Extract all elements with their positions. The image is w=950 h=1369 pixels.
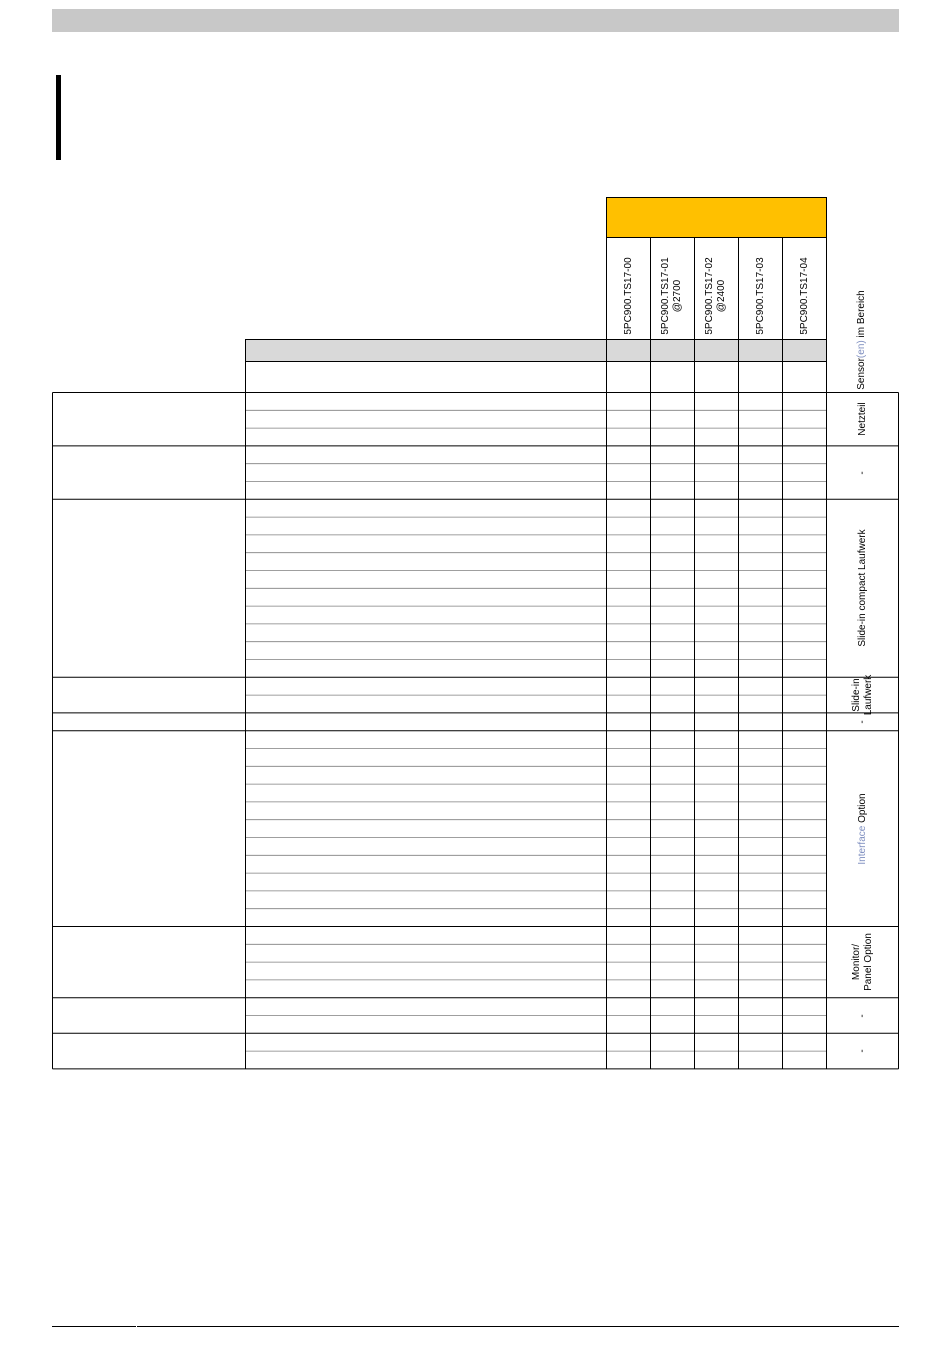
group-range-label-line: -	[856, 470, 868, 475]
group-range-label-line: Netzteil	[856, 402, 868, 436]
group-range-label-line: -	[856, 1049, 868, 1053]
model-column-header	[799, 236, 811, 356]
footer-rule-left	[52, 1326, 136, 1327]
model-name: 5PC900.TS17-01	[659, 257, 671, 335]
model-column-header	[660, 236, 686, 356]
model-column-header	[623, 236, 635, 356]
model-column-header	[704, 236, 730, 356]
product-group-header	[607, 198, 827, 238]
gray-header-row	[246, 340, 827, 362]
footer-rule	[137, 1326, 899, 1327]
group-range-label-line: Slide-in compact Laufwerk	[856, 529, 868, 647]
range-column-header: Sensor(en) im Bereich	[856, 290, 867, 390]
group-range-label-line: Panel Option	[862, 933, 874, 992]
model-name: 5PC900.TS17-04	[798, 257, 810, 335]
model-variant: @2400	[715, 279, 727, 313]
group-range-label	[857, 754, 869, 904]
group-range-label-line: -	[856, 1013, 868, 1018]
model-variant: @2700	[671, 279, 683, 313]
group-range-label-line: -	[856, 720, 868, 724]
group-range-label-line: Monitor/	[850, 944, 862, 981]
model-name: 5PC900.TS17-02	[703, 257, 715, 335]
model-name: 5PC900.TS17-00	[622, 257, 634, 335]
group-range-label-line: Slide-in	[850, 678, 862, 712]
highlighted-term: Interface	[856, 825, 868, 865]
model-column-header	[755, 236, 767, 356]
model-name: 5PC900.TS17-03	[754, 257, 766, 335]
group-range-label-line: Laufwerk	[862, 674, 874, 716]
group-range-label-line: Interface Option	[856, 793, 868, 865]
group-range-label	[857, 976, 869, 1126]
